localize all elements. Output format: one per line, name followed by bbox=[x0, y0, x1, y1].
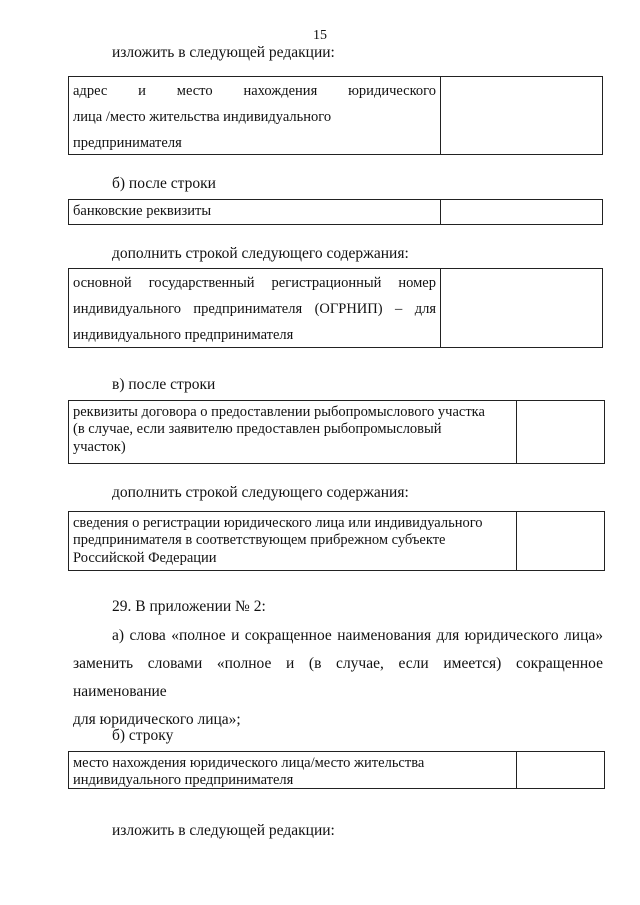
page-number: 15 bbox=[313, 28, 327, 43]
cell-line: (в случае, если заявителю предоставлен рыбопромысловый bbox=[73, 421, 442, 438]
paragraph-29a bbox=[73, 622, 603, 734]
table-cell-empty bbox=[517, 401, 604, 463]
paragraph-line: заменить словами «полное и (в случае, если имеется) сокращенное наименование bbox=[73, 655, 603, 700]
paragraph-line: для юридического лица»; bbox=[73, 711, 241, 728]
cell-line: Российской Федерации bbox=[73, 549, 217, 566]
paragraph-line: а) слова «полное и сокращенное наименования для юридического лица» bbox=[112, 627, 603, 644]
instruction-text: в) после строки bbox=[112, 376, 216, 393]
instruction-text: б) после строки bbox=[112, 175, 216, 192]
table-registration-info bbox=[68, 511, 605, 571]
cell-line: сведения о регистрации юридического лица или индивидуального bbox=[73, 515, 483, 531]
table-location bbox=[68, 751, 605, 789]
table-ogrnip bbox=[68, 268, 603, 348]
table-cell-text bbox=[69, 401, 517, 463]
instruction-text: б) строку bbox=[112, 727, 174, 744]
table-bank-details bbox=[68, 199, 603, 225]
cell-line: предпринимателя в соответствующем прибрежном субъекте bbox=[73, 532, 446, 549]
table-cell-text bbox=[69, 77, 441, 154]
table-cell-empty bbox=[441, 269, 602, 347]
cell-line: индивидуального предпринимателя bbox=[73, 327, 294, 343]
table-cell-text bbox=[69, 269, 441, 347]
instruction-text: изложить в следующей редакции: bbox=[112, 44, 335, 61]
cell-line: адрес и место нахождения юридического bbox=[73, 83, 436, 99]
cell-line: реквизиты договора о предоставлении рыбопромыслового участка bbox=[73, 404, 485, 420]
table-cell-empty bbox=[441, 200, 602, 224]
cell-line: лица /место жительства индивидуального bbox=[73, 109, 332, 125]
instruction-text: дополнить строкой следующего содержания: bbox=[112, 484, 409, 501]
table-fishing-contract bbox=[68, 400, 605, 464]
cell-line: предпринимателя bbox=[73, 135, 182, 151]
section-heading: 29. В приложении № 2: bbox=[112, 598, 266, 615]
table-cell-text bbox=[69, 752, 517, 788]
instruction-text: изложить в следующей редакции: bbox=[112, 822, 335, 839]
cell-line: индивидуального предпринимателя bbox=[73, 772, 294, 789]
cell-line: индивидуального предпринимателя (ОГРНИП) – для bbox=[73, 301, 436, 317]
table-cell-empty bbox=[517, 752, 604, 788]
table-cell-empty bbox=[517, 512, 604, 570]
table-legal-address bbox=[68, 76, 603, 155]
cell-line: основной государственный регистрационный номер bbox=[73, 275, 436, 291]
cell-line: участок) bbox=[73, 438, 126, 455]
instruction-text: дополнить строкой следующего содержания: bbox=[112, 245, 409, 262]
table-cell-empty bbox=[441, 77, 602, 154]
table-cell-text: банковские реквизиты bbox=[69, 200, 441, 224]
table-cell-text bbox=[69, 512, 517, 570]
cell-line: место нахождения юридического лица/место жительства bbox=[73, 755, 425, 771]
